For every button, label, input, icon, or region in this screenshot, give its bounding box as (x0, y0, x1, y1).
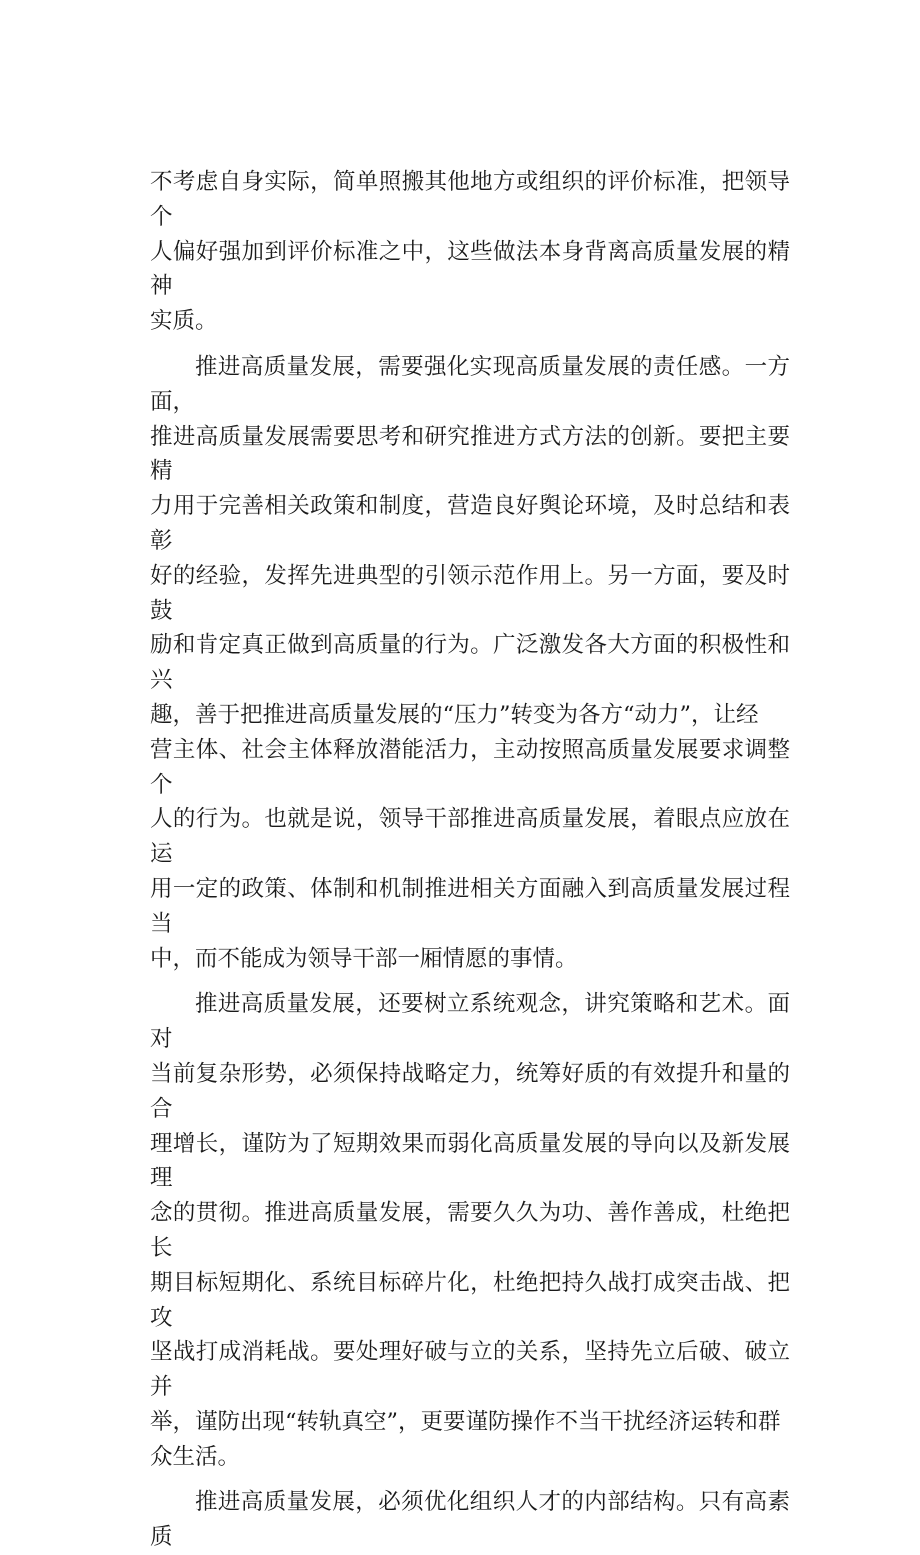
paragraph-3: 推进高质量发展，还要树立系统观念，讲究策略和艺术。面对 当前复杂形势，必须保持战略定力，统筹好质的有效提升和量的合 理增长，谨防为了短期效果而弱化高质量发展的导向以及新发展理 念的贯彻。推进高质量发展，需要久久为功、善作善成，杜绝把长 期目标短期化、系统目标碎片化，杜绝把持久战打成突击战、把攻 坚战打成消耗战。要处理好破与立的关系，坚持先立后破、破立并 举，谨防出现“转轨真空”，更要谨防操作不当干扰经济运转和群 众生活。 (150, 991, 790, 1470)
paragraph-2: 推进高质量发展，需要强化实现高质量发展的责任感。一方面， 推进高质量发展需要思考和研究推进方式方法的创新。要把主要精 力用于完善相关政策和制度，营造良好舆论环境，及时总结和表彰 好的经验，发挥先进典型的引领示范作用上。另一方面，要及时鼓 励和肯定真正做到高质量的行为。广泛激发各大方面的积极性和兴 趣，善于把推进高质量发展的“压力”转变为各方“动力”，让经 营主体、社会主体释放潜能活力，主动按照高质量发展要求调整个 人的行为。也就是说，领导干部推进高质量发展，着眼点应放在运 用一定的政策、体制和机制推进相关方面融入到高质量发展过程当 中，而不能成为领导干部一厢情愿的事情。 (150, 353, 790, 972)
paragraph-4: 推进高质量发展，必须优化组织人才的内部结构。只有高素质 (150, 1489, 790, 1551)
document-body (150, 165, 790, 1555)
paragraph-1: 不考虑自身实际，简单照搬其他地方或组织的评价标准，把领导个 人偏好强加到评价标准之中，这些做法本身背离高质量发展的精神 实质。 (150, 169, 790, 335)
